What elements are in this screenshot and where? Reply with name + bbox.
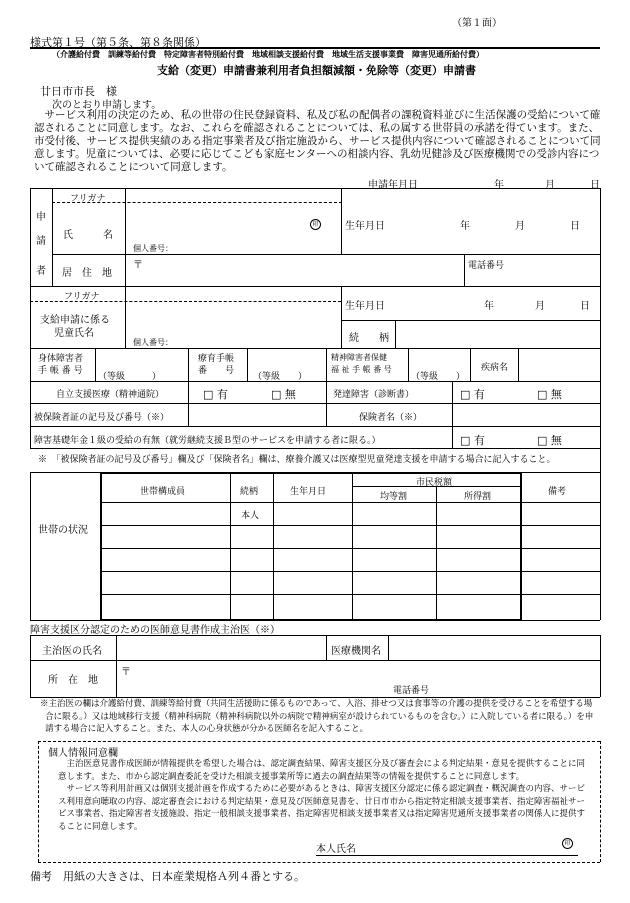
household-col-member: 世帯構成員 xyxy=(140,487,186,497)
applicant-birth-year: 年 xyxy=(460,221,470,232)
addressee: 廿日市市長 様 xyxy=(40,85,117,98)
privacy-para-2: サービス等利用計画又は個別支援計画を作成するために必要があるときは、障害支援区分認定に係る認定調査・概況調査の内容、サービス利用意向聴取の内容、認定審査会における判定結果・意見及び医師意見書を、廿日市市から指定特定相談支援事業者、指定障害福祉サービス事業者、指定障害者支援施設、指定一般相談支援事業者、指定障害児相談支援事業者又は指定障害児通所支援事業者の関係人に提供することに同意します。 xyxy=(58,784,586,832)
applicant-postal-mark: 〒 xyxy=(133,260,143,271)
applicant-phone-label: 電話番号 xyxy=(468,261,505,271)
doctor-name-label: 主治医の氏名 xyxy=(42,646,102,657)
child-birth-year: 年 xyxy=(484,301,494,312)
page-title: 支給（変更）申請書兼利用者負担額減額・免除等（変更）申請書 xyxy=(157,64,476,77)
child-birth-label: 生年月日 xyxy=(345,301,385,312)
note-doctor: ※主治医の欄は介護給付費、訓練等給付費（共同生活援助に係るものであって、入浴、排せつ又は食事等の介護の提供を受けることを希望する場合に限る。）又は地域移行支援（精神科病院（精神科病院以外の病院で精神病室が設けられているものを含む。）に入院している者に限る。）を申請する場合に記入すること。また、本人の心身状態が分かる医師名を記入すること。 xyxy=(40,699,594,734)
insurance-label: 被保険者証の記号及び番号（※） xyxy=(34,413,170,423)
pension-yes-checkbox[interactable]: □ 有 xyxy=(460,434,485,447)
application-date-month: 月 xyxy=(545,180,555,191)
footer-note: 備考 用紙の大きさは、日本産業規格Ａ列４番とする。 xyxy=(30,870,305,883)
household-self: 本人 xyxy=(241,511,260,521)
service-types: （介護給付費 訓練等給付費 特定障害者特別給付費 地域相談支援給付費 地域生活支援事業費 障害児通所給付費） xyxy=(52,49,484,59)
medical-no-checkbox[interactable]: □ 無 xyxy=(271,388,296,401)
medical-yes-checkbox[interactable]: □ 有 xyxy=(203,388,228,401)
disease-label: 疾病名 xyxy=(481,363,509,373)
applicant-side-3: 者 xyxy=(36,266,46,277)
applicant-name-label: 氏 名 xyxy=(63,230,113,241)
household-col-relation: 続柄 xyxy=(240,487,259,497)
household-col-note: 備考 xyxy=(548,487,567,497)
top-border xyxy=(30,47,600,49)
applicant-birth-day: 日 xyxy=(570,221,580,232)
rehab-handbook-label-1: 療育手帳 xyxy=(198,354,235,364)
pension-no-checkbox[interactable]: □ 無 xyxy=(537,434,562,447)
household-col-birth: 生年月日 xyxy=(290,487,327,497)
applicant-birth-label: 生年月日 xyxy=(345,221,385,232)
consent-text: サービス利用の決定のため、私の世帯の住民登録資料、私及び私の配偶者の課税資料並びに生活保護の受給について確認されることに同意します。なお、これらを確認されることについては、私の属する世帯員の承諾を得ています。また、市受付後、サービス提供実績のある指定事業者及び指定施設から、サービス提供内容について確認されることについて同意します。児童については、必要に応じてこども家庭センターへの相談内容、乳幼児健診及び医療機関での受診内容について確認されることについて同意します。 xyxy=(34,109,601,173)
rehab-handbook-grade: （等級 ） xyxy=(253,372,308,382)
privacy-signature-label: 本人氏名 xyxy=(316,844,356,855)
application-date-label: 申請年月日 xyxy=(368,180,418,191)
application-date-year: 年 xyxy=(494,180,504,191)
mental-handbook-label-2: 福 祉 手 帳 番 号 xyxy=(331,365,392,374)
child-relation-label: 続 柄 xyxy=(349,333,389,344)
physical-handbook-grade: （等級 ） xyxy=(98,372,162,382)
applicant-seal-icon: 印 xyxy=(310,219,321,230)
page-number: （第１面） xyxy=(452,18,502,29)
insurer-label: 保険者名（※） xyxy=(359,413,423,423)
child-personal-number-label: 個人番号： xyxy=(133,338,173,347)
privacy-para-1: 主治医意見書作成医師が情報提供を希望した場合は、認定調査結果、障害支援区分及び審査会による判定結果・意見を提供することに同意します。また、市から認定調査委託を受けた相談支援事業所等に過去の調査結果等の情報を提供することに同意します。 xyxy=(58,759,586,782)
household-col-tax: 市民税額 xyxy=(416,478,453,488)
application-date-day: 日 xyxy=(590,180,600,191)
medical-label: 自立支援医療（精神通院） xyxy=(56,390,165,400)
developmental-label: 発達障害（診断書） xyxy=(333,390,415,400)
applicant-side-2: 請 xyxy=(36,236,46,247)
pension-label: 障害基礎年金１級の受給の有無（就労継続支援Ｂ型のサービスを申請する者に限る。） xyxy=(34,436,381,446)
physical-handbook-label-1: 身体障害者 xyxy=(38,354,84,364)
applicant-furigana-label: フリガナ xyxy=(70,194,106,204)
form-number: 様式第１号（第５条、第８条関係） xyxy=(30,36,206,49)
doctor-institution-label: 医療機関名 xyxy=(331,646,381,657)
doctor-address-label: 所 在 地 xyxy=(48,675,98,686)
doctor-heading: 障害支援区分認定のための医師意見書作成主治医（※） xyxy=(30,625,280,636)
privacy-heading: 個人情報同意欄 xyxy=(48,748,118,759)
note-insurance: ※ 「被保険者証の記号及び番号」欄及び「保険者名」欄は、療養介護又は医療型児童発達支援を申請する場合に記入すること。 xyxy=(38,455,556,465)
child-birth-day: 日 xyxy=(580,301,590,312)
developmental-yes-checkbox[interactable]: □ 有 xyxy=(460,388,485,401)
developmental-no-checkbox[interactable]: □ 無 xyxy=(537,388,562,401)
household-side-label: 世帯の状況 xyxy=(38,525,88,536)
household-col-income: 所得割 xyxy=(464,492,492,502)
privacy-seal-icon: 印 xyxy=(562,838,573,849)
mental-handbook-grade: （等級 ） xyxy=(411,372,466,382)
rehab-handbook-label-2: 番 号 xyxy=(198,366,235,376)
physical-handbook-label-2: 手 帳 番 号 xyxy=(38,366,83,376)
applicant-birth-month: 月 xyxy=(515,221,525,232)
doctor-phone-label: 電話番号 xyxy=(393,686,430,696)
applicant-address-label: 居 住 地 xyxy=(62,268,112,279)
child-furigana-label: フリガナ xyxy=(64,292,100,302)
child-name-label-2: 児童氏名 xyxy=(54,328,94,339)
child-name-label-1: 支給申請に係る xyxy=(40,315,110,326)
household-col-equal: 均等割 xyxy=(380,492,408,502)
applicant-side-1: 申 xyxy=(36,212,46,223)
applicant-personal-number-label: 個人番号： xyxy=(133,244,173,253)
child-birth-month: 月 xyxy=(535,301,545,312)
mental-handbook-label-1: 精神障害者保健 xyxy=(331,353,387,362)
intro-text: 次のとおり申請します。 xyxy=(52,100,162,111)
doctor-postal-mark: 〒 xyxy=(121,667,131,678)
